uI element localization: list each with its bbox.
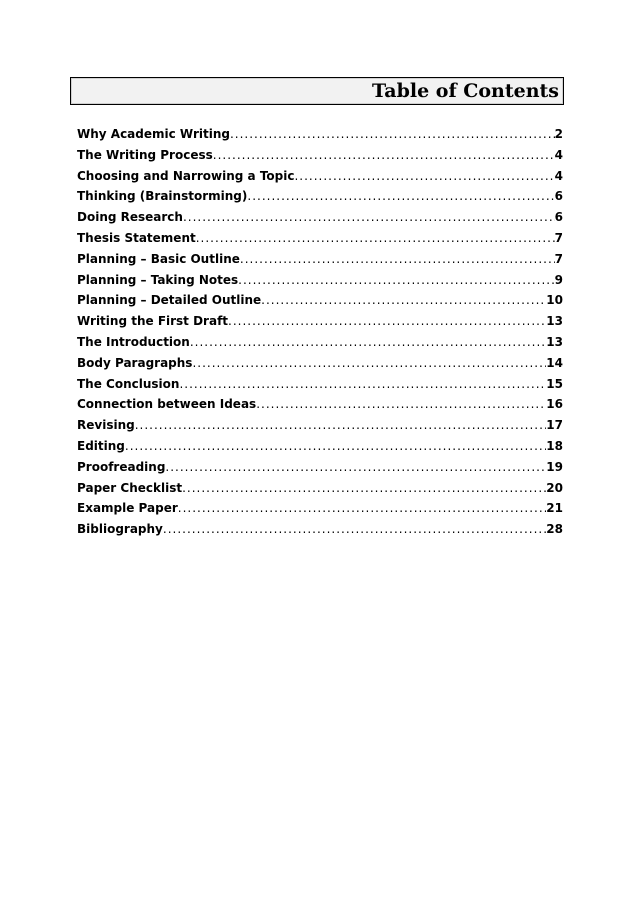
toc-entry-title: Choosing and Narrowing a Topic — [77, 168, 295, 183]
toc-entry-page: 15 — [546, 376, 563, 391]
toc-entry-title: Editing — [77, 438, 125, 453]
table-of-contents — [77, 127, 563, 543]
toc-entry-title: Example Paper — [77, 501, 178, 516]
toc-entry-page: 20 — [546, 480, 563, 495]
toc-entry[interactable] — [77, 501, 563, 522]
toc-entry-page: 28 — [546, 522, 563, 537]
toc-dot-leader — [192, 356, 546, 370]
toc-entry[interactable] — [77, 460, 563, 481]
toc-entry-title: The Introduction — [77, 334, 190, 349]
toc-entry[interactable] — [77, 377, 563, 398]
toc-dot-leader — [230, 127, 555, 141]
toc-dot-leader — [135, 418, 547, 432]
toc-dot-leader — [294, 169, 554, 183]
toc-dot-leader — [213, 148, 555, 162]
toc-entry[interactable] — [77, 293, 563, 314]
toc-entry-page: 4 — [554, 168, 563, 183]
toc-heading-box — [70, 77, 564, 105]
toc-entry-title: Body Paragraphs — [77, 355, 193, 370]
toc-entry-title: Thinking (Brainstorming) — [77, 189, 248, 204]
toc-entry-title: Bibliography — [77, 522, 163, 537]
toc-dot-leader — [190, 335, 546, 349]
toc-entry[interactable] — [77, 522, 563, 543]
toc-entry-page: 6 — [554, 210, 563, 225]
toc-entry-page: 19 — [546, 459, 563, 474]
toc-entry-title: Doing Research — [77, 210, 183, 225]
toc-entry-title: The Conclusion — [77, 376, 180, 391]
toc-dot-leader — [163, 522, 546, 536]
toc-entry[interactable] — [77, 418, 563, 439]
toc-entry-page: 16 — [546, 397, 563, 412]
toc-dot-leader — [240, 252, 555, 266]
toc-dot-leader — [183, 210, 555, 224]
toc-dot-leader — [247, 189, 554, 203]
toc-entry-title: Revising — [77, 418, 135, 433]
toc-entry-title: Planning – Basic Outline — [77, 251, 240, 266]
toc-entry[interactable] — [77, 439, 563, 460]
toc-entry[interactable] — [77, 397, 563, 418]
toc-entry-title: Thesis Statement — [77, 230, 196, 245]
toc-entry[interactable] — [77, 314, 563, 335]
toc-entry-page: 13 — [546, 314, 563, 329]
toc-entry-page: 18 — [546, 438, 563, 453]
toc-entry[interactable] — [77, 273, 563, 294]
toc-entry[interactable] — [77, 335, 563, 356]
toc-entry-title: Why Academic Writing — [77, 127, 230, 141]
toc-dot-leader — [256, 397, 546, 411]
toc-entry[interactable] — [77, 169, 563, 190]
toc-entry-title: Planning – Detailed Outline — [77, 293, 262, 308]
toc-entry[interactable] — [77, 481, 563, 502]
toc-dot-leader — [125, 439, 546, 453]
toc-dot-leader — [182, 481, 546, 495]
toc-entry-page: 17 — [546, 418, 563, 433]
toc-entry[interactable] — [77, 231, 563, 252]
toc-dot-leader — [238, 273, 555, 287]
toc-entry-page: 14 — [546, 355, 563, 370]
toc-entry[interactable] — [77, 127, 563, 148]
toc-entry[interactable] — [77, 356, 563, 377]
toc-entry-page: 9 — [554, 272, 563, 287]
toc-entry-page: 4 — [554, 147, 563, 162]
toc-dot-leader — [261, 293, 546, 307]
toc-dot-leader — [179, 377, 546, 391]
toc-entry-page: 21 — [546, 501, 563, 516]
toc-entry[interactable] — [77, 148, 563, 169]
toc-entry-page: 6 — [554, 189, 563, 204]
toc-entry-page: 13 — [546, 334, 563, 349]
toc-entry[interactable] — [77, 252, 563, 273]
toc-entry-page: 7 — [554, 230, 563, 245]
toc-dot-leader — [196, 231, 555, 245]
toc-entry-page: 2 — [554, 127, 563, 141]
toc-entry-title: Proofreading — [77, 459, 166, 474]
toc-entry-title: Paper Checklist — [77, 480, 183, 495]
toc-dot-leader — [165, 460, 546, 474]
toc-dot-leader — [228, 314, 546, 328]
toc-entry-title: The Writing Process — [77, 147, 213, 162]
toc-entry[interactable] — [77, 189, 563, 210]
toc-entry-page: 7 — [554, 251, 563, 266]
toc-entry-title: Planning – Taking Notes — [77, 272, 239, 287]
toc-entry-page: 10 — [546, 293, 563, 308]
toc-entry-title: Writing the First Draft — [77, 314, 229, 329]
toc-entry-title: Connection between Ideas — [77, 397, 257, 412]
page-title: Table of Contents — [371, 80, 559, 102]
toc-dot-leader — [178, 501, 547, 515]
toc-entry[interactable] — [77, 210, 563, 231]
